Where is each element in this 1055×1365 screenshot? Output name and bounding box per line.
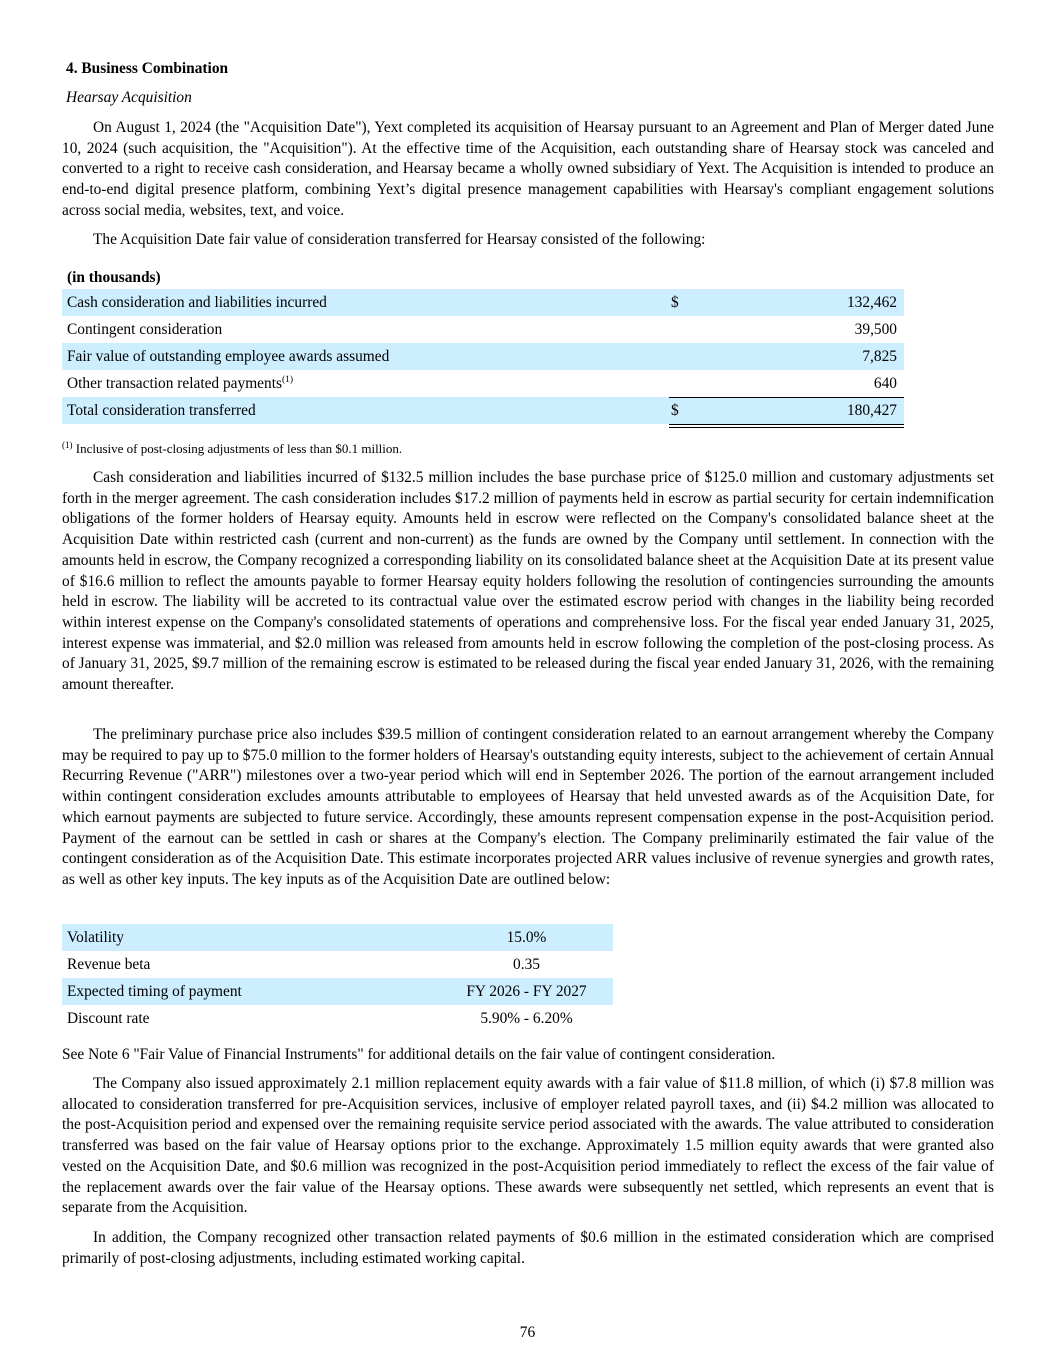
- row-label: Cash consideration and liabilities incurred: [67, 294, 327, 311]
- table-row: [62, 924, 613, 951]
- table-total-row: [62, 397, 904, 424]
- table-units-label: (in thousands): [67, 269, 161, 286]
- row-label: Fair value of outstanding employee awards assumed: [67, 348, 390, 365]
- row-value: FY 2026 - FY 2027: [466, 983, 587, 1000]
- total-amount: 180,427: [846, 402, 897, 419]
- row-amount: 39,500: [854, 321, 897, 338]
- section-heading: 4. Business Combination: [66, 60, 229, 77]
- row-amount: 640: [873, 375, 897, 392]
- table-row: [62, 370, 904, 397]
- table-footnote: [62, 439, 402, 460]
- paragraph-consideration-intro: The Acquisition Date fair value of consideration transferred for Hearsay consisted of the following:: [93, 231, 706, 248]
- row-label: Contingent consideration: [67, 321, 223, 338]
- table-row: [62, 951, 613, 978]
- paragraph-contingent-consideration: The preliminary purchase price also includes $39.5 million of contingent consideration related to an earnout arrangement whereby the Company may be required to pay up to $75.0 million to the former holders of Hearsay's outstanding equity interests, subject to the achievement of certain Annual Recurring Revenue ("ARR") milestones over a two-year period which will end in September 2026. The portion of the earnout arrangement included within contingent consideration excludes amounts attributable to employees of Hearsay that held unvested awards as of the Acquisition Date, for which earnout payments are subjected to future service. Accordingly, these amounts represent compensation expense in the post-Acquisition period. Payment of the earnout can be settled in cash or shares at the Company's election. The Company preliminarily estimated the fair value of the contingent consideration as of the Acquisition Date. This estimate incorporates projected ARR values inclusive of revenue synergies and growth rates, as well as other key inputs. The key inputs as of the Acquisition Date are outlined below:: [62, 726, 994, 888]
- row-amount: 132,462: [846, 294, 897, 311]
- table-row: [62, 343, 904, 370]
- row-value: 0.35: [513, 956, 540, 973]
- row-label: Discount rate: [67, 1010, 150, 1027]
- row-label-text: Other transaction related payments: [67, 375, 282, 392]
- row-label: Expected timing of payment: [67, 983, 242, 1000]
- paragraph-other-payments: In addition, the Company recognized other transaction related payments of $0.6 million in the estimated consideration which are comprised primarily of post-closing adjustments, including estimated working capital.: [62, 1229, 994, 1267]
- paragraph-see-note: See Note 6 "Fair Value of Financial Instruments" for additional details on the fair value of contingent consideration.: [62, 1046, 776, 1063]
- table-row: [62, 1005, 613, 1032]
- table-row: [62, 316, 904, 343]
- table-row: [62, 978, 613, 1005]
- page-number: 76: [519, 1324, 536, 1341]
- paragraph-cash-consideration: Cash consideration and liabilities incurred of $132.5 million includes the base purchase price of $125.0 million and customary adjustments set forth in the merger agreement. The cash consideration includes $17.2 million of payments held in escrow as partial security for certain indemnification obligations of the former holders of Hearsay equity. Amounts held in escrow were reflected on the Company's consolidated balance sheet at the Acquisition Date within restricted cash (current and non-current) as the funds are owned by the Company until settlement. In connection with the amounts held in escrow, the Company recognized a corresponding liability on its consolidated balance sheet at the Acquisition Date at its present value of $16.6 million to reflect the amounts payable to former Hearsay equity holders following the resolution of contingencies surrounding the amounts held in escrow. The liability will be accreted to its contractual value over the estimated escrow period with changes in the liability being recorded within interest expense on the Company's consolidated statements of operations and comprehensive loss. For the fiscal year ended January 31, 2025, interest expense was immaterial, and $2.0 million was released from amounts held in escrow following the completion of the post-closing process. As of January 31, 2025, $9.7 million of the remaining escrow is estimated to be released during the fiscal year ended January 31, 2026, with the remaining amount thereafter.: [62, 469, 994, 694]
- total-rule-top: [669, 397, 904, 398]
- paragraph-replacement-awards: The Company also issued approximately 2.1 million replacement equity awards with a fair value of $11.8 million, of which (i) $7.8 million was allocated to consideration transferred for pre-Acquisition services, inclusive of employer related payroll taxes, and (ii) $4.2 million was allocated to the post-Acquisition period and expensed over the remaining requisite service period associated with the awards. The value attributed to consideration transferred was based on the fair value of Hearsay options prior to the exchange. Approximately 1.5 million equity awards that were granted also vested on the Acquisition Date, and $0.6 million was recognized in the post-Acquisition period immediately to reflect the excess of the fair value of the replacement awards over the fair value of the Hearsay options. These awards were subsequently net settled, which represents an event that is separate from the Acquisition.: [62, 1075, 994, 1217]
- row-amount: 7,825: [862, 348, 897, 365]
- row-label: Revenue beta: [67, 956, 151, 973]
- total-rule-double: [669, 424, 904, 428]
- section-subheading: Hearsay Acquisition: [66, 89, 192, 106]
- footnote-text: Inclusive of post-closing adjustments of less than $0.1 million.: [75, 441, 403, 456]
- total-currency: $: [671, 402, 679, 419]
- paragraph-acquisition-overview: On August 1, 2024 (the "Acquisition Date"), Yext completed its acquisition of Hearsay pursuant to an Agreement and Plan of Merger dated June 10, 2024 (such acquisition, the "Acquisition"). At the effective time of the Acquisition, each outstanding share of Hearsay stock was canceled and converted to a right to receive cash consideration, and Hearsay became a wholly owned subsidiary of Yext. The Acquisition is intended to produce an end-to-end digital presence platform, combining Yext’s digital presence management capabilities with Hearsay's compliant engagement solutions across social media, websites, text, and voice.: [62, 119, 994, 219]
- footnote-marker: (1): [62, 440, 73, 450]
- row-value: 15.0%: [506, 929, 547, 946]
- table-row: [62, 289, 904, 316]
- row-currency: $: [671, 294, 679, 311]
- footnote-ref: (1): [281, 375, 294, 385]
- total-label: Total consideration transferred: [67, 402, 256, 419]
- row-value: 5.90% - 6.20%: [480, 1010, 573, 1027]
- row-label: [67, 374, 293, 395]
- row-label: Volatility: [67, 929, 125, 946]
